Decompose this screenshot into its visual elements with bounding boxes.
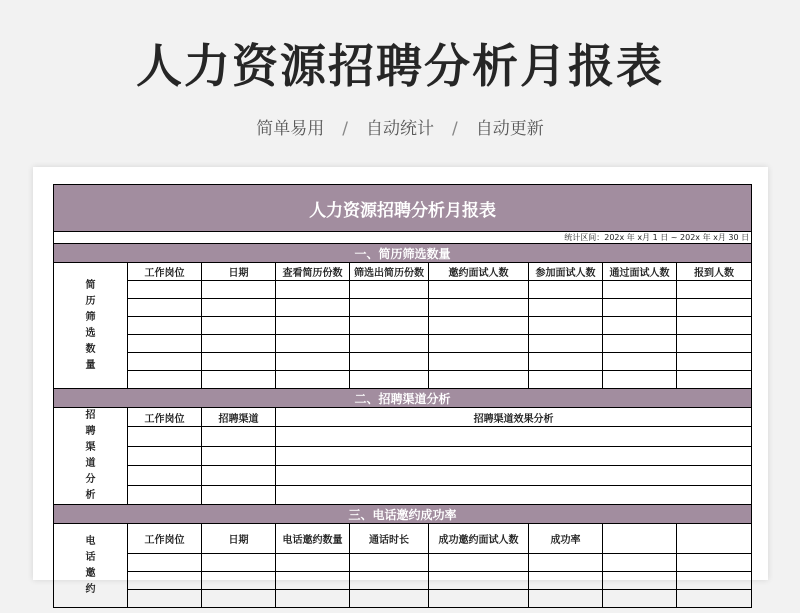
data-cell[interactable] — [276, 281, 350, 299]
data-cell[interactable] — [677, 371, 752, 389]
subtitle-separator: / — [342, 119, 348, 139]
data-cell[interactable] — [529, 317, 603, 335]
subtitle-separator: / — [452, 119, 458, 139]
data-cell[interactable] — [603, 317, 677, 335]
label-char: 筛 — [85, 311, 96, 323]
data-cell[interactable] — [128, 299, 202, 317]
label-char: 历 — [85, 295, 96, 307]
data-cell[interactable] — [202, 427, 276, 446]
data-cell[interactable] — [429, 317, 529, 335]
data-cell[interactable] — [529, 281, 603, 299]
header-cell[interactable]: 日期 — [202, 524, 276, 554]
header-cell[interactable]: 成功邀约面试人数 — [429, 524, 529, 554]
data-cell[interactable] — [603, 335, 677, 353]
data-cell[interactable] — [429, 572, 529, 590]
label-char: 量 — [85, 359, 96, 371]
data-cell[interactable] — [276, 335, 350, 353]
spreadsheet-preview — [33, 167, 768, 595]
data-cell[interactable] — [276, 554, 350, 572]
data-cell[interactable] — [350, 590, 429, 608]
data-cell[interactable] — [529, 590, 603, 608]
data-cell[interactable] — [429, 353, 529, 371]
header-cell[interactable]: 成功率 — [529, 524, 603, 554]
header-cell[interactable] — [603, 524, 677, 554]
data-cell[interactable] — [350, 317, 429, 335]
data-cell[interactable] — [128, 466, 202, 485]
data-cell[interactable] — [128, 554, 202, 572]
data-cell[interactable] — [429, 335, 529, 353]
label-char: 析 — [85, 490, 96, 501]
data-cell[interactable] — [603, 371, 677, 389]
data-cell[interactable] — [128, 281, 202, 299]
data-cell[interactable] — [350, 299, 429, 317]
data-cell[interactable] — [429, 371, 529, 389]
data-cell[interactable] — [128, 427, 202, 446]
table-row — [54, 572, 752, 590]
header-cell[interactable]: 日期 — [202, 263, 276, 281]
header-cell[interactable]: 工作岗位 — [128, 263, 202, 281]
label-char: 简 — [85, 279, 96, 291]
section-label-resume-screening[interactable] — [54, 263, 128, 389]
data-cell[interactable] — [276, 299, 350, 317]
table-row — [54, 554, 752, 572]
data-cell[interactable] — [202, 485, 276, 504]
data-cell[interactable] — [276, 317, 350, 335]
data-cell[interactable] — [529, 353, 603, 371]
data-cell[interactable] — [677, 353, 752, 371]
header-cell[interactable]: 邀约面试人数 — [429, 263, 529, 281]
data-cell[interactable] — [529, 572, 603, 590]
header-cell[interactable] — [677, 524, 752, 554]
data-cell[interactable] — [429, 554, 529, 572]
data-cell[interactable] — [128, 353, 202, 371]
data-cell[interactable] — [529, 371, 603, 389]
data-cell[interactable] — [677, 335, 752, 353]
section-title-recruitment-channels[interactable]: 二、招聘渠道分析 — [54, 389, 752, 408]
data-cell[interactable] — [276, 466, 752, 485]
data-cell[interactable] — [603, 572, 677, 590]
table-row — [54, 446, 752, 465]
data-cell[interactable] — [603, 281, 677, 299]
data-cell[interactable] — [677, 590, 752, 608]
data-cell[interactable] — [677, 572, 752, 590]
label-char: 选 — [85, 327, 96, 339]
header-cell[interactable]: 参加面试人数 — [529, 263, 603, 281]
data-cell[interactable] — [529, 335, 603, 353]
data-cell[interactable] — [276, 371, 350, 389]
table-row — [54, 353, 752, 371]
page-title: 人力资源招聘分析月报表 — [136, 39, 664, 93]
subtitle-item-auto-update: 自动更新 — [475, 119, 544, 139]
label-char: 约 — [85, 583, 96, 595]
header-cell[interactable]: 电话邀约数量 — [276, 524, 350, 554]
section-label-phone-invitation[interactable] — [54, 524, 128, 608]
data-cell[interactable] — [128, 485, 202, 504]
data-cell[interactable] — [350, 572, 429, 590]
label-char: 电 — [85, 535, 96, 547]
label-char: 邀 — [85, 567, 96, 579]
header-cell[interactable]: 报到人数 — [677, 263, 752, 281]
data-cell[interactable] — [429, 590, 529, 608]
data-cell[interactable] — [202, 554, 276, 572]
data-cell[interactable] — [276, 572, 350, 590]
section-title-phone-invitation[interactable]: 三、电话邀约成功率 — [54, 505, 752, 524]
subtitle-item-auto-count: 自动统计 — [366, 119, 434, 139]
table-row — [54, 427, 752, 446]
data-cell[interactable] — [202, 281, 276, 299]
data-cell[interactable] — [677, 299, 752, 317]
data-cell[interactable] — [202, 353, 276, 371]
subtitle-item-easy: 简单易用 — [256, 119, 325, 139]
header-cell[interactable]: 工作岗位 — [128, 524, 202, 554]
data-cell[interactable] — [677, 554, 752, 572]
data-cell[interactable] — [350, 353, 429, 371]
table-row — [54, 335, 752, 353]
section-title-resume-screening[interactable]: 一、简历筛选数量 — [54, 244, 752, 263]
data-cell[interactable] — [276, 353, 350, 371]
header-cell[interactable]: 通过面试人数 — [603, 263, 677, 281]
header-cell[interactable]: 招聘渠道 — [202, 408, 276, 427]
header-cell[interactable]: 招聘渠道效果分析 — [276, 408, 752, 427]
label-char: 渠 — [85, 442, 96, 453]
data-cell[interactable] — [202, 446, 276, 465]
label-char: 聘 — [85, 426, 96, 437]
data-cell[interactable] — [529, 299, 603, 317]
label-char: 招 — [85, 410, 96, 421]
data-cell[interactable] — [350, 371, 429, 389]
header-cell[interactable]: 查看简历份数 — [276, 263, 350, 281]
table-row — [54, 590, 752, 608]
header-cell[interactable]: 工作岗位 — [128, 408, 202, 427]
data-cell[interactable] — [202, 466, 276, 485]
label-char: 道 — [85, 458, 96, 469]
section-label-recruitment-channels[interactable] — [54, 408, 128, 505]
data-cell[interactable] — [128, 335, 202, 353]
data-cell[interactable] — [603, 590, 677, 608]
data-cell[interactable] — [128, 572, 202, 590]
data-cell[interactable] — [202, 572, 276, 590]
data-cell[interactable] — [128, 590, 202, 608]
data-cell[interactable] — [677, 281, 752, 299]
data-cell[interactable] — [202, 317, 276, 335]
table-row — [54, 299, 752, 317]
data-cell[interactable] — [529, 554, 603, 572]
data-cell[interactable] — [128, 371, 202, 389]
data-cell[interactable] — [677, 317, 752, 335]
data-cell[interactable] — [603, 299, 677, 317]
data-cell[interactable] — [603, 353, 677, 371]
data-cell[interactable] — [276, 485, 752, 504]
header-cell[interactable]: 通话时长 — [350, 524, 429, 554]
sheet-title[interactable]: 人力资源招聘分析月报表 — [54, 185, 752, 232]
data-cell[interactable] — [429, 299, 529, 317]
data-cell[interactable] — [202, 335, 276, 353]
data-cell[interactable] — [276, 590, 350, 608]
table-row — [54, 371, 752, 389]
table-row — [54, 466, 752, 485]
header-cell[interactable]: 筛选出简历份数 — [350, 263, 429, 281]
report-table — [53, 184, 752, 608]
label-char: 分 — [85, 474, 96, 485]
table-row — [54, 281, 752, 299]
data-cell[interactable] — [202, 371, 276, 389]
statistics-period[interactable]: 统计区间：202x 年 x月 1 日 ~ 202x 年 x月 30 日 — [54, 232, 752, 244]
data-cell[interactable] — [603, 554, 677, 572]
data-cell[interactable] — [276, 427, 752, 446]
data-cell[interactable] — [128, 317, 202, 335]
data-cell[interactable] — [350, 554, 429, 572]
table-row — [54, 485, 752, 504]
data-cell[interactable] — [128, 446, 202, 465]
page-subtitle — [0, 114, 800, 139]
data-cell[interactable] — [350, 281, 429, 299]
label-char: 数 — [85, 343, 96, 355]
data-cell[interactable] — [202, 590, 276, 608]
data-cell[interactable] — [276, 446, 752, 465]
data-cell[interactable] — [350, 335, 429, 353]
label-char: 话 — [85, 551, 96, 563]
data-cell[interactable] — [202, 299, 276, 317]
table-row — [54, 317, 752, 335]
data-cell[interactable] — [429, 281, 529, 299]
